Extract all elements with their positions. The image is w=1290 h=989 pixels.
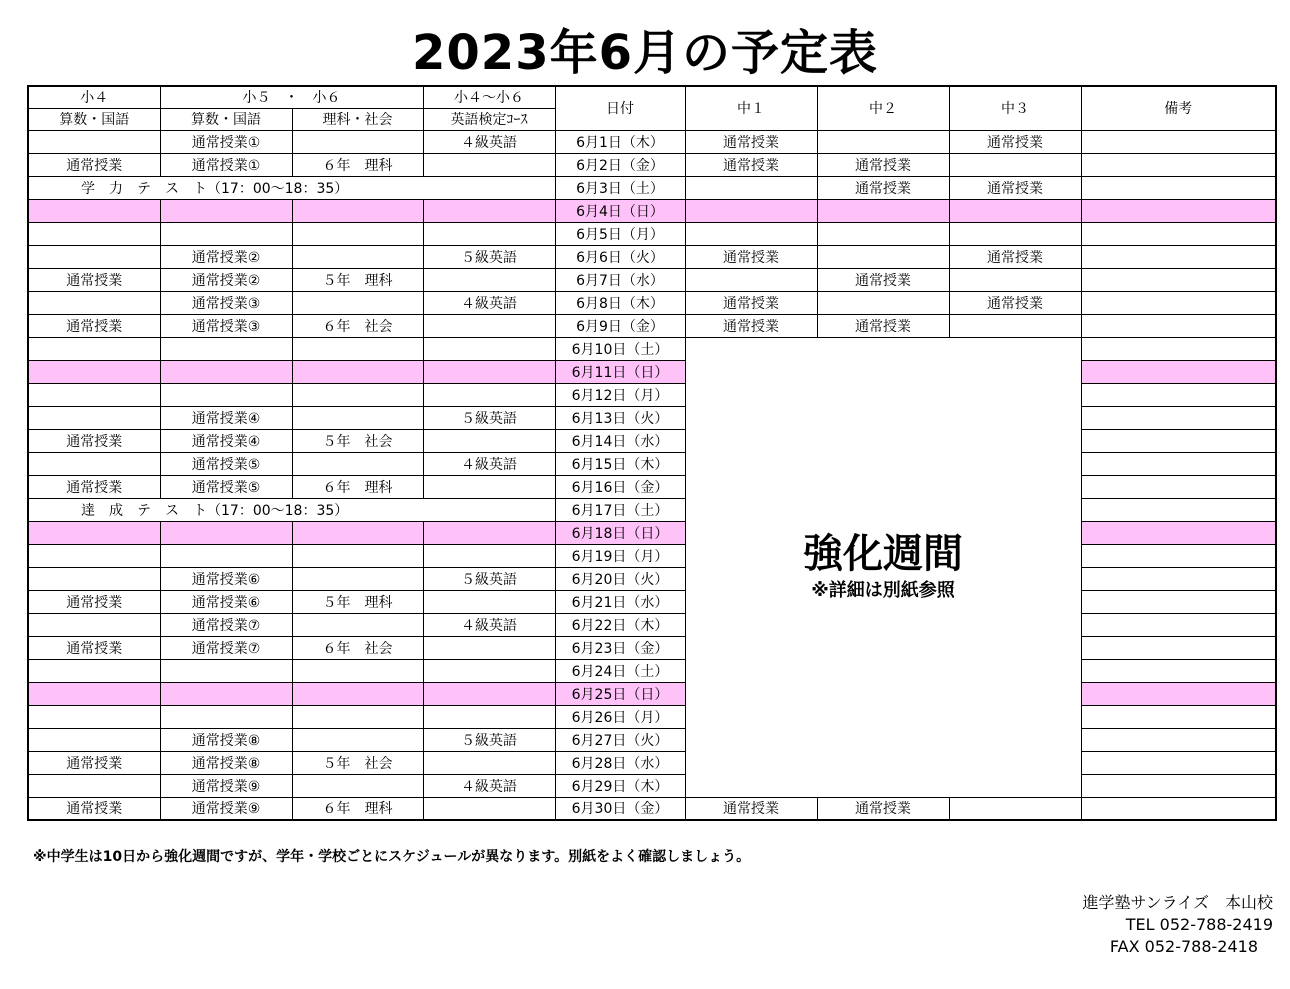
grade4-cell (28, 521, 160, 544)
junior1-cell: 通常授業 (685, 245, 817, 268)
table-row (28, 452, 1276, 475)
grade56-cell: 通常授業⑦ (160, 636, 292, 659)
grade56-cell (160, 360, 292, 383)
junior3-cell (949, 797, 1081, 820)
junior2-cell (817, 130, 949, 153)
junior1-cell (685, 222, 817, 245)
grade56-science-cell (292, 199, 423, 222)
grade4-cell (28, 222, 160, 245)
grade4-cell (28, 728, 160, 751)
grade56-science-cell: ６年 理科 (292, 475, 423, 498)
notes-cell (1081, 452, 1276, 475)
date-cell: 6月1日（木） (555, 130, 685, 153)
grade56-science-cell: ６年 理科 (292, 153, 423, 176)
notes-cell (1081, 636, 1276, 659)
date-cell: 6月11日（日） (555, 360, 685, 383)
header-date: 日付 (555, 86, 685, 130)
eiken-cell: ５級英語 (423, 406, 555, 429)
eiken-cell: ４級英語 (423, 774, 555, 797)
grade4-cell (28, 291, 160, 314)
eiken-cell: ５級英語 (423, 567, 555, 590)
date-cell: 6月20日（火） (555, 567, 685, 590)
notes-cell (1081, 705, 1276, 728)
grade4-cell (28, 383, 160, 406)
intensive-week-block (685, 337, 1081, 797)
date-cell: 6月13日（火） (555, 406, 685, 429)
grade4-cell (28, 567, 160, 590)
table-row (28, 728, 1276, 751)
table-row (28, 498, 1276, 521)
junior2-cell: 通常授業 (817, 314, 949, 337)
date-cell: 6月24日（土） (555, 659, 685, 682)
date-cell: 6月4日（日） (555, 199, 685, 222)
grade56-cell: 通常授業① (160, 130, 292, 153)
notes-cell (1081, 728, 1276, 751)
junior3-cell (949, 153, 1081, 176)
eiken-cell (423, 544, 555, 567)
date-cell: 6月5日（月） (555, 222, 685, 245)
table-row (28, 130, 1276, 153)
junior3-cell (949, 314, 1081, 337)
eiken-cell (423, 705, 555, 728)
eiken-cell (423, 797, 555, 820)
date-cell: 6月22日（木） (555, 613, 685, 636)
date-cell: 6月16日（金） (555, 475, 685, 498)
notes-cell (1081, 774, 1276, 797)
grade4-cell: 通常授業 (28, 314, 160, 337)
table-row (28, 153, 1276, 176)
table-row (28, 337, 1276, 360)
table-row (28, 567, 1276, 590)
table-row (28, 521, 1276, 544)
eiken-cell (423, 337, 555, 360)
grade4-cell (28, 199, 160, 222)
fax-number: FAX 052-788-2418 (1109, 937, 1258, 956)
grade56-cell: 通常授業② (160, 268, 292, 291)
table-row (28, 613, 1276, 636)
notes-cell (1081, 429, 1276, 452)
table-row (28, 774, 1276, 797)
table-row (28, 751, 1276, 774)
header-notes: 備考 (1081, 86, 1276, 130)
grade56-cell: 通常授業③ (160, 291, 292, 314)
eiken-cell (423, 636, 555, 659)
grade56-science-cell (292, 613, 423, 636)
notes-cell (1081, 544, 1276, 567)
junior3-cell: 通常授業 (949, 176, 1081, 199)
junior1-cell (685, 199, 817, 222)
table-row (28, 544, 1276, 567)
date-cell: 6月2日（金） (555, 153, 685, 176)
date-cell: 6月19日（月） (555, 544, 685, 567)
grade56-cell: 通常授業⑥ (160, 590, 292, 613)
grade56-cell (160, 383, 292, 406)
grade56-cell (160, 682, 292, 705)
junior1-cell (685, 176, 817, 199)
table-row (28, 797, 1276, 820)
junior2-cell (817, 245, 949, 268)
grade56-science-cell (292, 291, 423, 314)
junior3-cell (949, 199, 1081, 222)
test-event-cell: 達 成 テ ス ト（17：00～18：35） (28, 498, 555, 521)
grade56-cell (160, 199, 292, 222)
header-j2: 中２ (817, 86, 949, 130)
grade56-cell: 通常授業⑤ (160, 452, 292, 475)
junior1-cell: 通常授業 (685, 314, 817, 337)
junior2-cell: 通常授業 (817, 176, 949, 199)
grade4-cell: 通常授業 (28, 590, 160, 613)
date-cell: 6月6日（火） (555, 245, 685, 268)
date-cell: 6月26日（月） (555, 705, 685, 728)
schedule-table (27, 85, 1277, 821)
notes-cell (1081, 521, 1276, 544)
eiken-cell (423, 429, 555, 452)
eiken-cell (423, 682, 555, 705)
grade4-cell: 通常授業 (28, 268, 160, 291)
date-cell: 6月29日（木） (555, 774, 685, 797)
grade4-cell (28, 130, 160, 153)
junior2-cell: 通常授業 (817, 153, 949, 176)
junior2-cell (817, 291, 949, 314)
notes-cell (1081, 245, 1276, 268)
grade56-cell: 通常授業③ (160, 314, 292, 337)
notes-cell (1081, 659, 1276, 682)
notes-cell (1081, 199, 1276, 222)
table-row (28, 314, 1276, 337)
grade4-cell (28, 544, 160, 567)
notes-cell (1081, 268, 1276, 291)
junior3-cell (949, 268, 1081, 291)
header-grade56: 小５ ・ 小６ (160, 86, 423, 108)
grade4-cell: 通常授業 (28, 636, 160, 659)
date-cell: 6月27日（火） (555, 728, 685, 751)
notes-cell (1081, 498, 1276, 521)
eiken-cell (423, 314, 555, 337)
date-cell: 6月17日（土） (555, 498, 685, 521)
subheader-math: 算数・国語 (160, 108, 292, 130)
date-cell: 6月9日（金） (555, 314, 685, 337)
grade4-cell (28, 406, 160, 429)
grade4-cell: 通常授業 (28, 475, 160, 498)
table-row (28, 590, 1276, 613)
subheader-science: 理科・社会 (292, 108, 423, 130)
eiken-cell (423, 590, 555, 613)
grade56-science-cell (292, 245, 423, 268)
grade4-cell (28, 337, 160, 360)
eiken-cell (423, 153, 555, 176)
grade56-cell: 通常授業⑨ (160, 774, 292, 797)
grade56-cell: 通常授業⑧ (160, 751, 292, 774)
grade56-science-cell (292, 521, 423, 544)
notes-cell (1081, 222, 1276, 245)
grade56-cell (160, 521, 292, 544)
header-j3: 中３ (949, 86, 1081, 130)
grade56-cell: 通常授業⑥ (160, 567, 292, 590)
notes-cell (1081, 567, 1276, 590)
eiken-cell: ４級英語 (423, 452, 555, 475)
grade56-science-cell: ６年 社会 (292, 636, 423, 659)
date-cell: 6月30日（金） (555, 797, 685, 820)
grade56-science-cell (292, 222, 423, 245)
grade4-cell: 通常授業 (28, 429, 160, 452)
notes-cell (1081, 176, 1276, 199)
grade4-cell (28, 682, 160, 705)
date-cell: 6月23日（金） (555, 636, 685, 659)
notes-cell (1081, 682, 1276, 705)
eiken-cell (423, 383, 555, 406)
grade56-science-cell: ６年 社会 (292, 314, 423, 337)
table-row (28, 659, 1276, 682)
grade56-science-cell (292, 360, 423, 383)
grade56-cell: 通常授業⑧ (160, 728, 292, 751)
notes-cell (1081, 383, 1276, 406)
junior2-cell (817, 199, 949, 222)
table-row (28, 176, 1276, 199)
junior3-cell: 通常授業 (949, 245, 1081, 268)
eiken-cell (423, 222, 555, 245)
notes-cell (1081, 475, 1276, 498)
grade56-cell: 通常授業① (160, 153, 292, 176)
eiken-cell (423, 751, 555, 774)
grade56-cell: 通常授業④ (160, 406, 292, 429)
grade56-cell (160, 222, 292, 245)
grade56-cell (160, 544, 292, 567)
eiken-cell: ４級英語 (423, 130, 555, 153)
junior1-cell: 通常授業 (685, 291, 817, 314)
eiken-cell: ５級英語 (423, 245, 555, 268)
table-row (28, 360, 1276, 383)
date-cell: 6月21日（水） (555, 590, 685, 613)
grade56-science-cell: ５年 社会 (292, 751, 423, 774)
date-cell: 6月28日（水） (555, 751, 685, 774)
notes-cell (1081, 406, 1276, 429)
notes-cell (1081, 337, 1276, 360)
grade4-cell: 通常授業 (28, 751, 160, 774)
grade56-cell (160, 659, 292, 682)
table-row (28, 291, 1276, 314)
notes-cell (1081, 291, 1276, 314)
notes-cell (1081, 153, 1276, 176)
junior3-cell (949, 222, 1081, 245)
grade56-science-cell (292, 544, 423, 567)
date-cell: 6月7日（水） (555, 268, 685, 291)
grade56-science-cell (292, 337, 423, 360)
table-row (28, 475, 1276, 498)
notes-cell (1081, 751, 1276, 774)
grade56-science-cell (292, 383, 423, 406)
grade4-cell (28, 452, 160, 475)
eiken-cell: ５級英語 (423, 728, 555, 751)
intensive-week-subtitle: ※詳細は別紙参照 (811, 580, 955, 601)
grade56-science-cell (292, 705, 423, 728)
eiken-cell (423, 360, 555, 383)
grade56-science-cell (292, 774, 423, 797)
eiken-cell (423, 268, 555, 291)
table-row (28, 705, 1276, 728)
eiken-cell (423, 199, 555, 222)
table-row (28, 406, 1276, 429)
grade4-cell (28, 360, 160, 383)
table-row (28, 222, 1276, 245)
junior1-cell: 通常授業 (685, 130, 817, 153)
header-grade4: 小４ (28, 86, 160, 108)
grade4-cell (28, 774, 160, 797)
junior1-cell: 通常授業 (685, 797, 817, 820)
grade56-science-cell: ６年 理科 (292, 797, 423, 820)
notes-cell (1081, 360, 1276, 383)
test-event-cell: 学 力 テ ス ト（17：00～18：35） (28, 176, 555, 199)
eiken-cell (423, 475, 555, 498)
grade4-cell (28, 613, 160, 636)
intensive-week-title: 強化週間 (803, 531, 963, 577)
school-name: 進学塾サンライズ 本山校 (1082, 893, 1273, 912)
date-cell: 6月14日（水） (555, 429, 685, 452)
grade56-cell: 通常授業④ (160, 429, 292, 452)
date-cell: 6月12日（月） (555, 383, 685, 406)
date-cell: 6月8日（木） (555, 291, 685, 314)
grade56-science-cell: ５年 理科 (292, 590, 423, 613)
grade56-cell: 通常授業⑤ (160, 475, 292, 498)
junior2-cell: 通常授業 (817, 268, 949, 291)
grade56-science-cell: ５年 理科 (292, 268, 423, 291)
junior3-cell: 通常授業 (949, 291, 1081, 314)
notes-cell (1081, 613, 1276, 636)
table-row (28, 199, 1276, 222)
table-row (28, 245, 1276, 268)
grade56-science-cell (292, 728, 423, 751)
eiken-cell: ４級英語 (423, 291, 555, 314)
grade4-cell (28, 705, 160, 728)
table-row (28, 268, 1276, 291)
grade56-science-cell: ５年 社会 (292, 429, 423, 452)
notes-cell (1081, 590, 1276, 613)
grade56-cell: 通常授業⑨ (160, 797, 292, 820)
grade4-cell: 通常授業 (28, 153, 160, 176)
junior1-cell (685, 268, 817, 291)
grade4-cell (28, 659, 160, 682)
junior2-cell (817, 222, 949, 245)
grade56-science-cell (292, 452, 423, 475)
table-row (28, 636, 1276, 659)
junior2-cell: 通常授業 (817, 797, 949, 820)
table-row (28, 682, 1276, 705)
grade4-cell: 通常授業 (28, 797, 160, 820)
grade56-cell: 通常授業② (160, 245, 292, 268)
grade56-science-cell (292, 567, 423, 590)
grade56-cell (160, 337, 292, 360)
date-cell: 6月25日（日） (555, 682, 685, 705)
grade56-science-cell (292, 406, 423, 429)
grade56-science-cell (292, 130, 423, 153)
footnote: ※中学生は10日から強化週間ですが、学年・学校ごとにスケジュールが異なります。別紙をよく確認しましょう。 (33, 849, 751, 865)
date-cell: 6月18日（日） (555, 521, 685, 544)
eiken-cell (423, 521, 555, 544)
subheader-math: 算数・国語 (28, 108, 160, 130)
date-cell: 6月10日（土） (555, 337, 685, 360)
eiken-cell: ４級英語 (423, 613, 555, 636)
header-eiken: 小４～小６ (423, 86, 555, 108)
notes-cell (1081, 130, 1276, 153)
notes-cell (1081, 314, 1276, 337)
tel-number: TEL 052-788-2419 (1125, 915, 1273, 934)
page-title: 2023年6月の予定表 (412, 25, 878, 81)
junior1-cell: 通常授業 (685, 153, 817, 176)
grade4-cell (28, 245, 160, 268)
date-cell: 6月3日（土） (555, 176, 685, 199)
grade56-science-cell (292, 659, 423, 682)
notes-cell (1081, 797, 1276, 820)
table-row (28, 429, 1276, 452)
grade56-science-cell (292, 682, 423, 705)
date-cell: 6月15日（木） (555, 452, 685, 475)
header-j1: 中１ (685, 86, 817, 130)
subheader-english: 英語検定ｺｰｽ (423, 108, 555, 130)
table-row (28, 383, 1276, 406)
contact-block (1082, 892, 1273, 958)
eiken-cell (423, 659, 555, 682)
grade56-cell (160, 705, 292, 728)
junior3-cell: 通常授業 (949, 130, 1081, 153)
grade56-cell: 通常授業⑦ (160, 613, 292, 636)
